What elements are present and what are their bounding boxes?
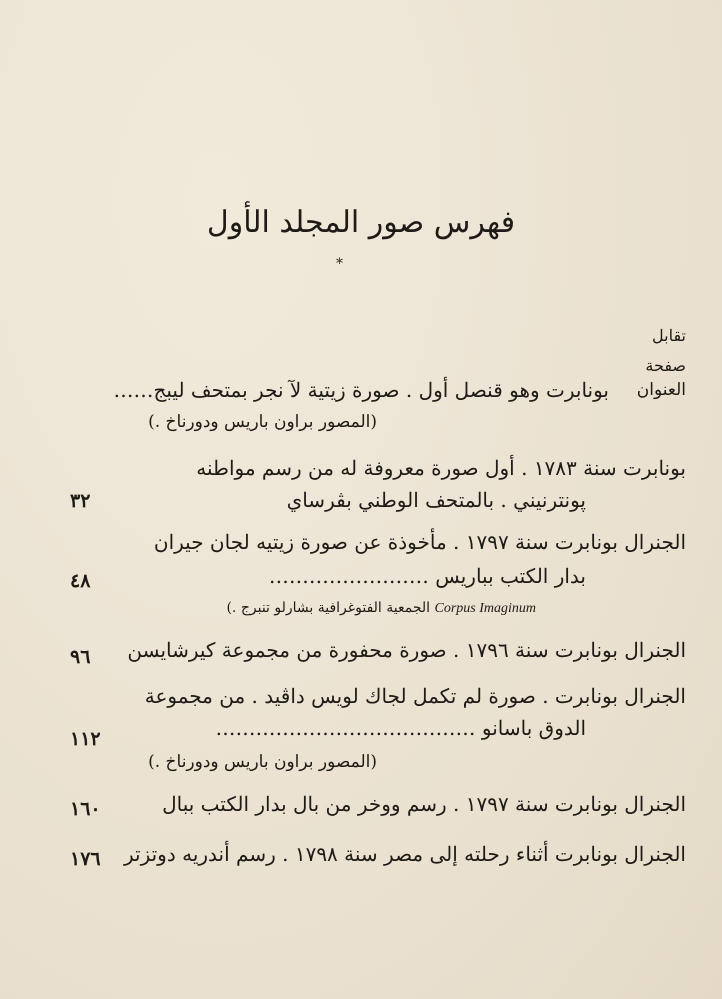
entry-3-line-2: بدار الكتب بباريس …………………… (268, 564, 586, 588)
entry-3-page-number: ٤٨ (70, 570, 91, 592)
column-header-facing: تقابل (652, 326, 686, 345)
entry-5-line-2: الدوق باسانو ………………………………… (215, 716, 586, 740)
entry-6-page-number: ١٦٠ (70, 798, 101, 820)
entry-1-line-1: بونابرت وهو قنصل أول . صورة زيتية لآ نجر بمتحف ليبج…… (113, 378, 609, 402)
entry-3-line-3 (226, 600, 536, 617)
entry-3-credit-arabic: الجمعية الفتوغرافية بشارلو تنبرج .) (226, 600, 431, 616)
ornament-star: * (336, 256, 343, 272)
entry-3-credit-latin: Corpus Imaginum (434, 601, 536, 616)
entry-3-line-1: الجنرال بونابرت سنة ١٧٩٧ . مأخوذة عن صورة زيتيه لجان جيران (153, 530, 686, 554)
entry-1-line-2: (المصور براون باريس ودورناخ .) (148, 412, 377, 432)
entry-7-page-number: ١٧٦ (70, 848, 101, 870)
entry-2-line-2: پونترنيني . بالمتحف الوطني بڤرساي (286, 488, 586, 512)
entry-4-line-1: الجنرال بونابرت سنة ١٧٩٦ . صورة محفورة من مجموعة كيرشايسن (127, 638, 686, 662)
entry-2-line-1: بونابرت سنة ١٧٨٣ . أول صورة معروفة له من رسم مواطنه (196, 456, 686, 480)
entry-5-page-number: ١١٢ (70, 728, 101, 750)
entry-2-page-number: ٣٢ (70, 490, 91, 512)
entry-5-line-1: الجنرال بونابرت . صورة لم تكمل لجاك لويس داڤيد . من مجموعة (144, 684, 686, 708)
entry-5-line-3: (المصور براون باريس ودورناخ .) (148, 752, 377, 772)
entry-4-page-number: ٩٦ (70, 646, 91, 668)
entry-6-line-1: الجنرال بونابرت سنة ١٧٩٧ . رسم ووخر من بال بدار الكتب ببال (162, 792, 686, 816)
column-header-caption: العنوان (636, 380, 686, 400)
page-title: فهرس صور المجلد الأول (206, 205, 516, 240)
column-header-page: صفحة (645, 356, 686, 375)
entry-7-line-1: الجنرال بونابرت أثناء رحلته إلى مصر سنة ١٧٩٨ . رسم أندريه دوتزتر (123, 842, 686, 866)
